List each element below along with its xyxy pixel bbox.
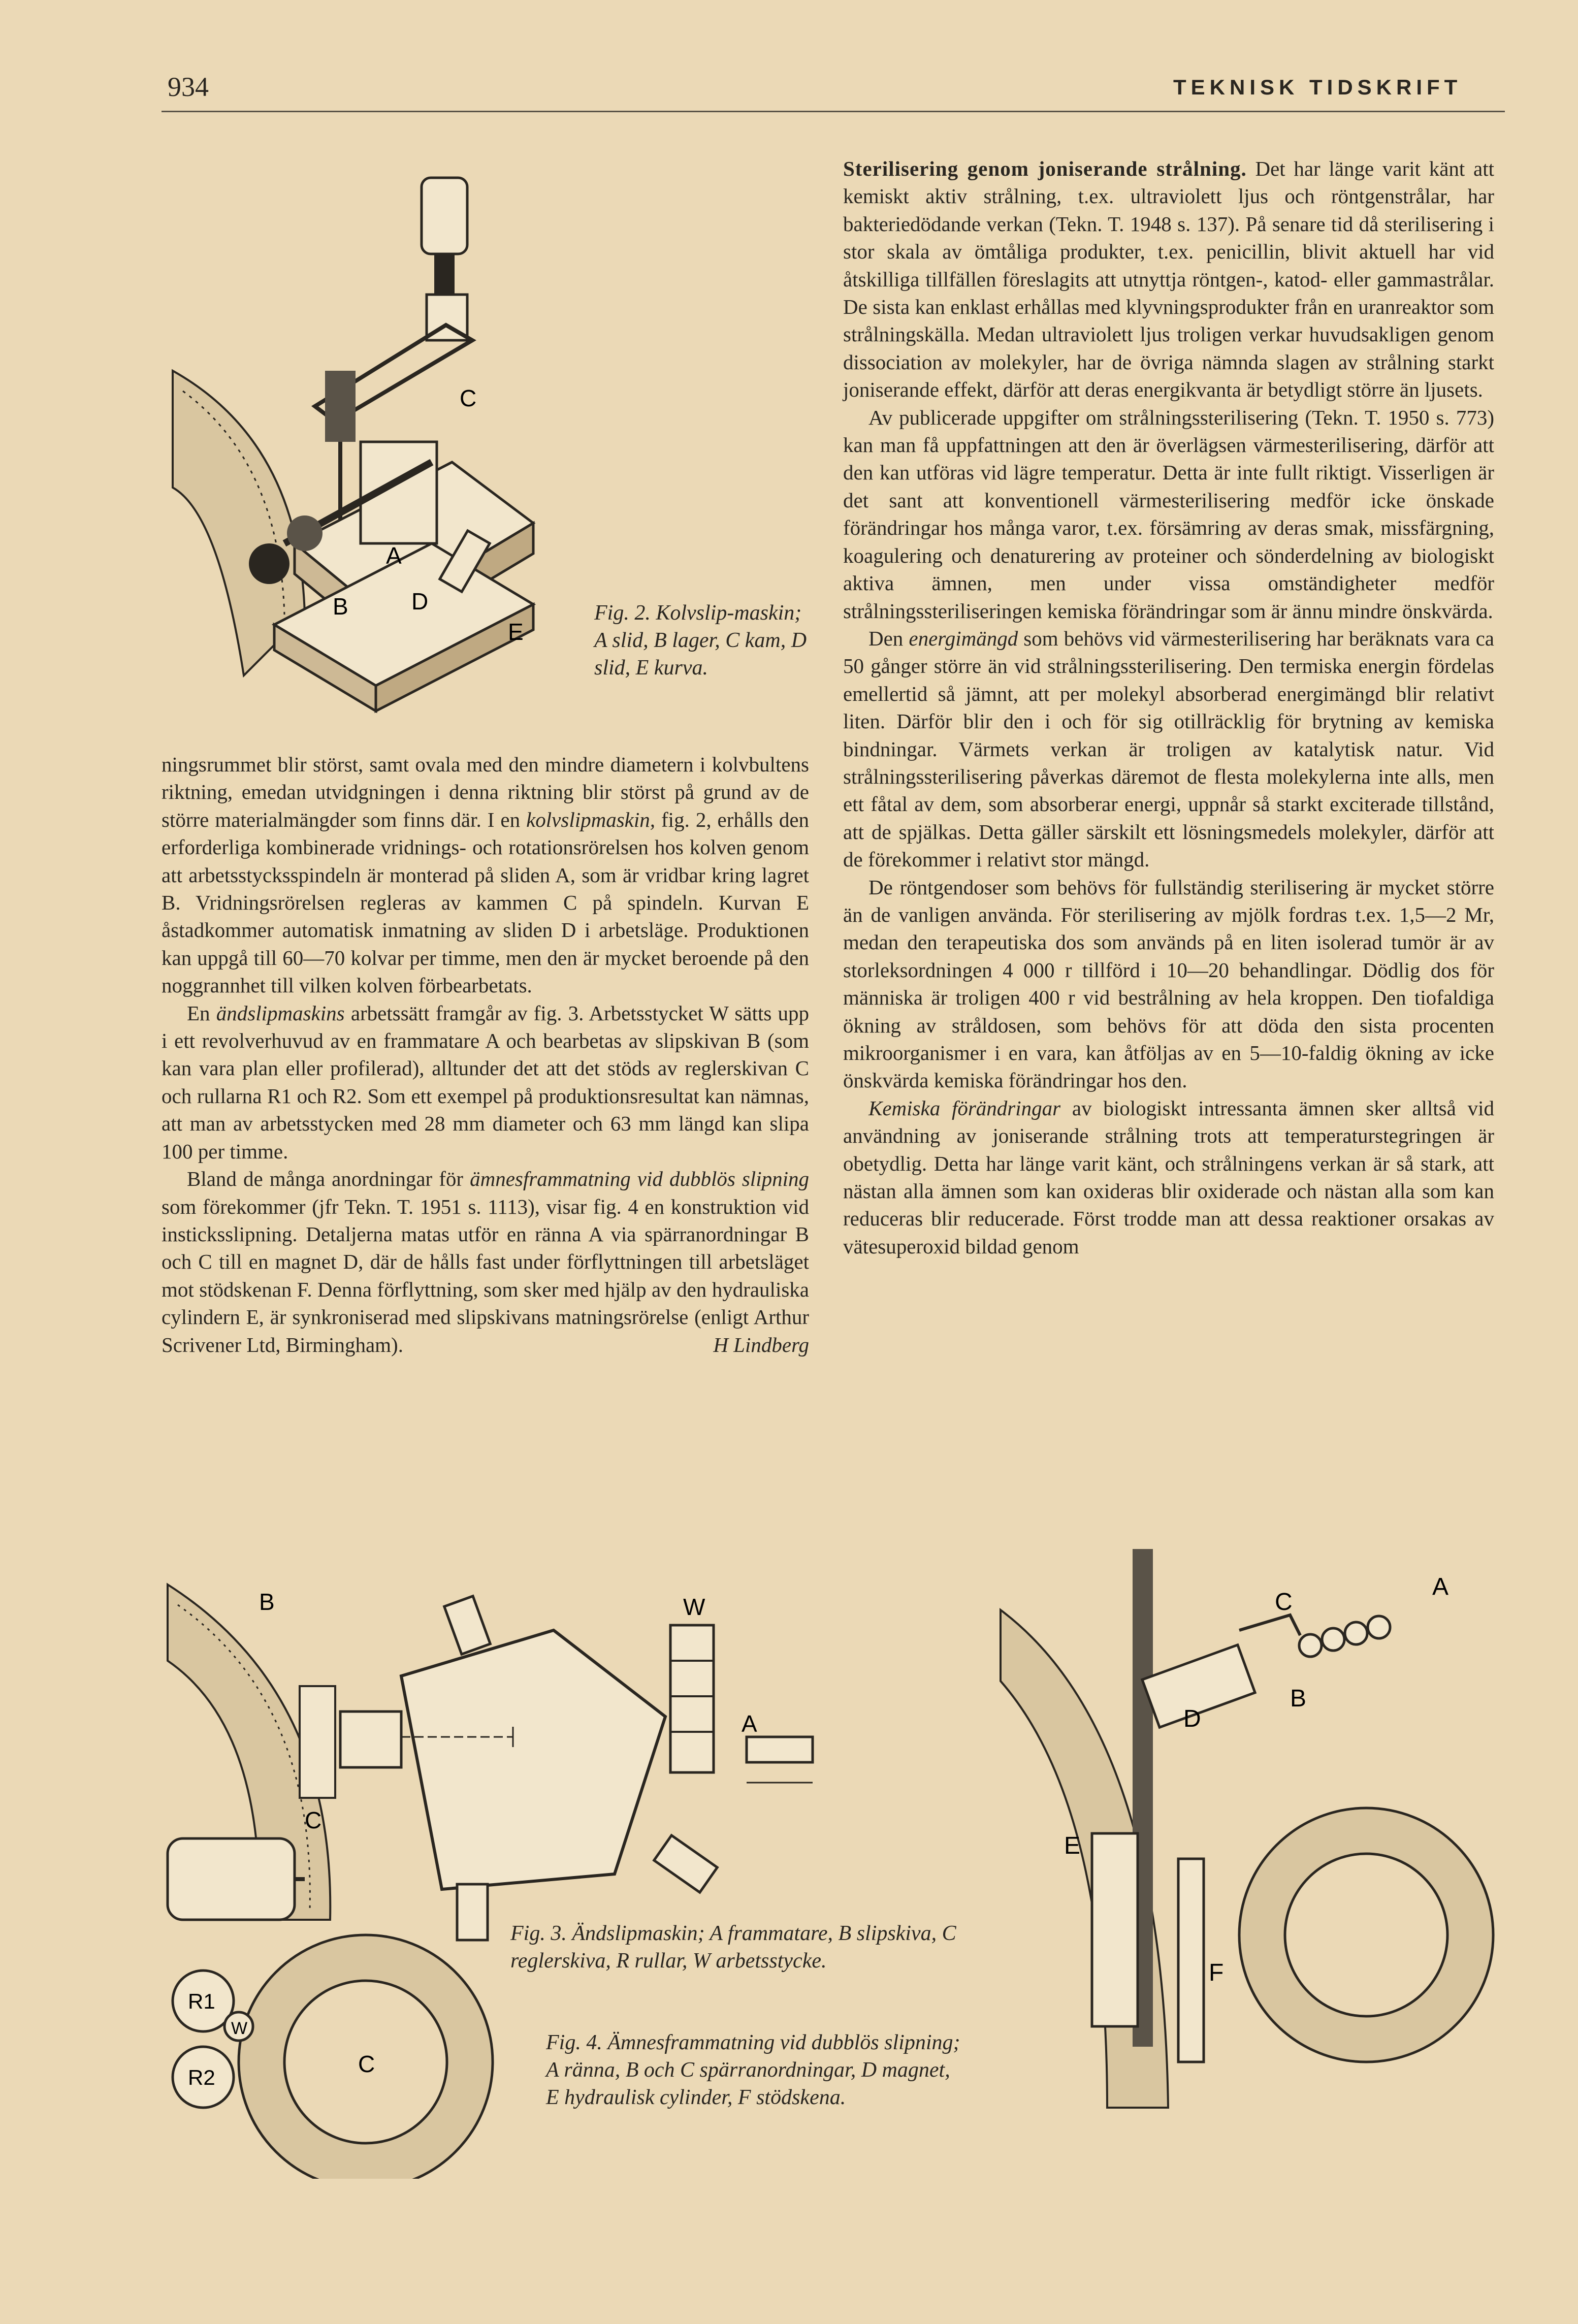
left-column	[162, 751, 809, 1359]
label-b: B	[333, 593, 348, 620]
label-r1: R1	[188, 1989, 215, 2013]
label-b: B	[1290, 1685, 1307, 1712]
label-c: C	[305, 1807, 322, 1833]
left-paragraph-2: En ändslipmaskins arbetssätt framgår av fig. 3. Arbetsstycket W sätts upp i ett revolverhuvud av en frammatare A och bearbetas av slipskivan B (som kan vara plan eller profilerad), alltunder det att det stöds av reglerskivan C och rullarna R1 och R2. Som ett exempel på produktionsresultat kan nämnas, att man av arbetsstycken med 28 mm diameter och 63 mm längd kan slipa 100 per timme.	[162, 1001, 810, 1163]
journal-title: TEKNISK TIDSKRIFT	[1173, 75, 1462, 99]
right-column	[843, 155, 1494, 1260]
label-a: A	[1432, 1573, 1449, 1600]
right-paragraph-4: De röntgendoser som behövs för fullständig sterilisering är mycket större än de vanligen använda. För sterilisering av mjölk fordras t.ex. 1,5—2 Mr, medan den terapeutiska dos som används på en liten isolerad tumör är av storleksordningen 4 000 r tillförd i 10—20 behandlingar. Dödlig dos för människa är troligen 400 r vid bestrålning av hela kroppen. Den tiofaldiga ökning av stråldosen, som behövs för att döda den sista procenten mikroorganismer i en vara, kan åtföljas av en 5—10-faldig ökning av icke önskvärda kemiska förändringar hos den.	[843, 875, 1494, 1092]
label-w2: W	[231, 2019, 248, 2038]
label-w: W	[683, 1594, 705, 1620]
figure-2-kolvslipmaskin	[168, 157, 584, 716]
label-c2: C	[358, 2051, 375, 2077]
figure-4-amnesframmatning	[995, 1549, 1503, 2133]
right-paragraph-3: Den energimängd som behövs vid värmesterilisering har beräknats vara ca 50 gånger större än vid strålningssterilisering. Den termiska energin fördelas emellertid så jämnt, att per molekyl absorberad energimängd blir relativt liten. Därför blir den i och för sig otillräcklig för brytning av kemiska bindningar. Värmets verkan är troligen av katalytisk natur. Vid strålningssterilisering påverkas däremot de flesta molekylerna inte alls, men ett fåtal av dem, som absorberar energi, uppnår så starkt exciterade tillstånd, att de spjälkas. Detta gäller särskilt ett lösningsmedels molekyler, därför att de förekommer i relativt stor mängd.	[843, 626, 1494, 872]
right-paragraph-1: Sterilisering genom joniserande strålning. Det har länge varit känt att kemiskt aktiv strålning, t.ex. ultraviolett ljus och röntgenstrålar, har bakteriedödande verkan (Tekn. T. 1948 s. 137). På senare tid då sterilisering i stor skala av ömtåliga produkter, t.ex. penicillin, blivit aktuell har vid åtskilliga tillfällen föreslagits att utnyttja röntgen-, katod- eller gammastrålar. De sista kan enklast erhållas med klyvningsprodukter från en uranreaktor som strålningskälla. Medan ultraviolett ljus troligen verkar huvudsakligen genom dissociation av molekyler, har de övriga nämnda slagen av strålning starkt joniserande effekt, därför att deras energikvanta är betydligt större än ljusets.	[843, 157, 1494, 402]
label-e: E	[1064, 1832, 1081, 1859]
label-c: C	[1275, 1589, 1293, 1616]
label-a: A	[742, 1710, 757, 1737]
fig3-caption: Fig. 3. Ändslipmaskin; A frammatare, B slipskiva, C reglerskiva, R rullar, W arbetsstycke.	[510, 1922, 956, 1973]
section-heading: Sterilisering genom joniserande strålning.	[843, 157, 1247, 180]
label-f: F	[1209, 1959, 1224, 1986]
label-b: B	[259, 1589, 275, 1615]
label-c: C	[460, 385, 477, 411]
label-a: A	[386, 542, 402, 569]
author-signature: H Lindberg	[713, 1333, 809, 1357]
fig4-caption: Fig. 4. Ämnesframmatning vid dubblös slipning; A ränna, B och C spärranordningar, D magnet, E hydraulisk cylinder, F stödskena.	[546, 2031, 960, 2109]
label-r2: R2	[188, 2065, 215, 2089]
label-e: E	[508, 619, 524, 645]
page-number: 934	[168, 72, 209, 102]
header-rule	[162, 111, 1505, 112]
left-paragraph-1: ningsrummet blir störst, samt ovala med den mindre diametern i kolvbultens riktning, emedan utvidgningen i denna riktning blir störst på grund av de större materialmängder som finns där. I en kolvslipmaskin, fig. 2, erhålls den erforderliga kombinerade vridnings- och rotationsrörelsen hos kolven genom att arbetsstycksspindeln är monterad på sliden A, som är vridbar kring lagret B. Vridningsrörelsen regleras av kammen C på spindeln. Kurvan E åstadkommer automatisk inmatning av sliden D i arbetsläge. Produktionen kan uppgå till 60—70 kolvar per timme, men den är mycket beroende på den noggrannhet till vilken kolven förbearbetats.	[162, 753, 810, 997]
label-d: D	[411, 588, 429, 615]
fig2-caption: Fig. 2. Kolvslip-maskin; A slid, B lager, C kam, D slid, E kurva.	[594, 601, 807, 680]
right-paragraph-5: Kemiska förändringar av biologiskt intressanta ämnen sker alltså vid användning av joniserande strålning trots att temperaturstegringen är obetydlig. Detta har länge varit känt, och strålningens verkan är så stark, att nästan alla ämnen som kan oxideras blir oxiderade och nästan alla som kan reduceras blir reducerade. Först trodde man att dessa reaktioner orsakas av vätesuperoxid bildad genom	[843, 1096, 1494, 1258]
right-paragraph-2: Av publicerade uppgifter om strålningssterilisering (Tekn. T. 1950 s. 773) kan man få uppfattningen att den är överlägsen värmesterilisering, därför att den kan utföras vid lägre temperatur. Detta är inte fullt riktigt. Visserligen är det sant att konventionell värmesterilisering medför icke önskade förändringar hos många varor, t.ex. försämring av deras smak, missfärgning, koagulering och denaturering av proteiner och sönderdelning av biologiskt aktiva ämnen, men under vissa omständigheter medför strålningssteriliseringen kemiska förändringar som är ännu mindre önskvärda.	[843, 405, 1494, 623]
label-d: D	[1183, 1705, 1201, 1732]
left-paragraph-3: Bland de många anordningar för ämnesframmatning vid dubblös slipning som förekommer (jfr Tekn. T. 1951 s. 1113), visar fig. 4 en konstruktion vid insticksslipning. Detaljerna matas utför en ränna A via spärranordningar B och C till en magnet D, där de hålls fast under förflyttningen till arbetsläget mot stödskenan F. Denna förflyttning, som sker med hjälp av den hydrauliska cylindern E, är synkroniserad med slipskivans matningsrörelse (enligt Arthur Scrivener Ltd, Birmingham). H Lindberg	[162, 1165, 809, 1359]
